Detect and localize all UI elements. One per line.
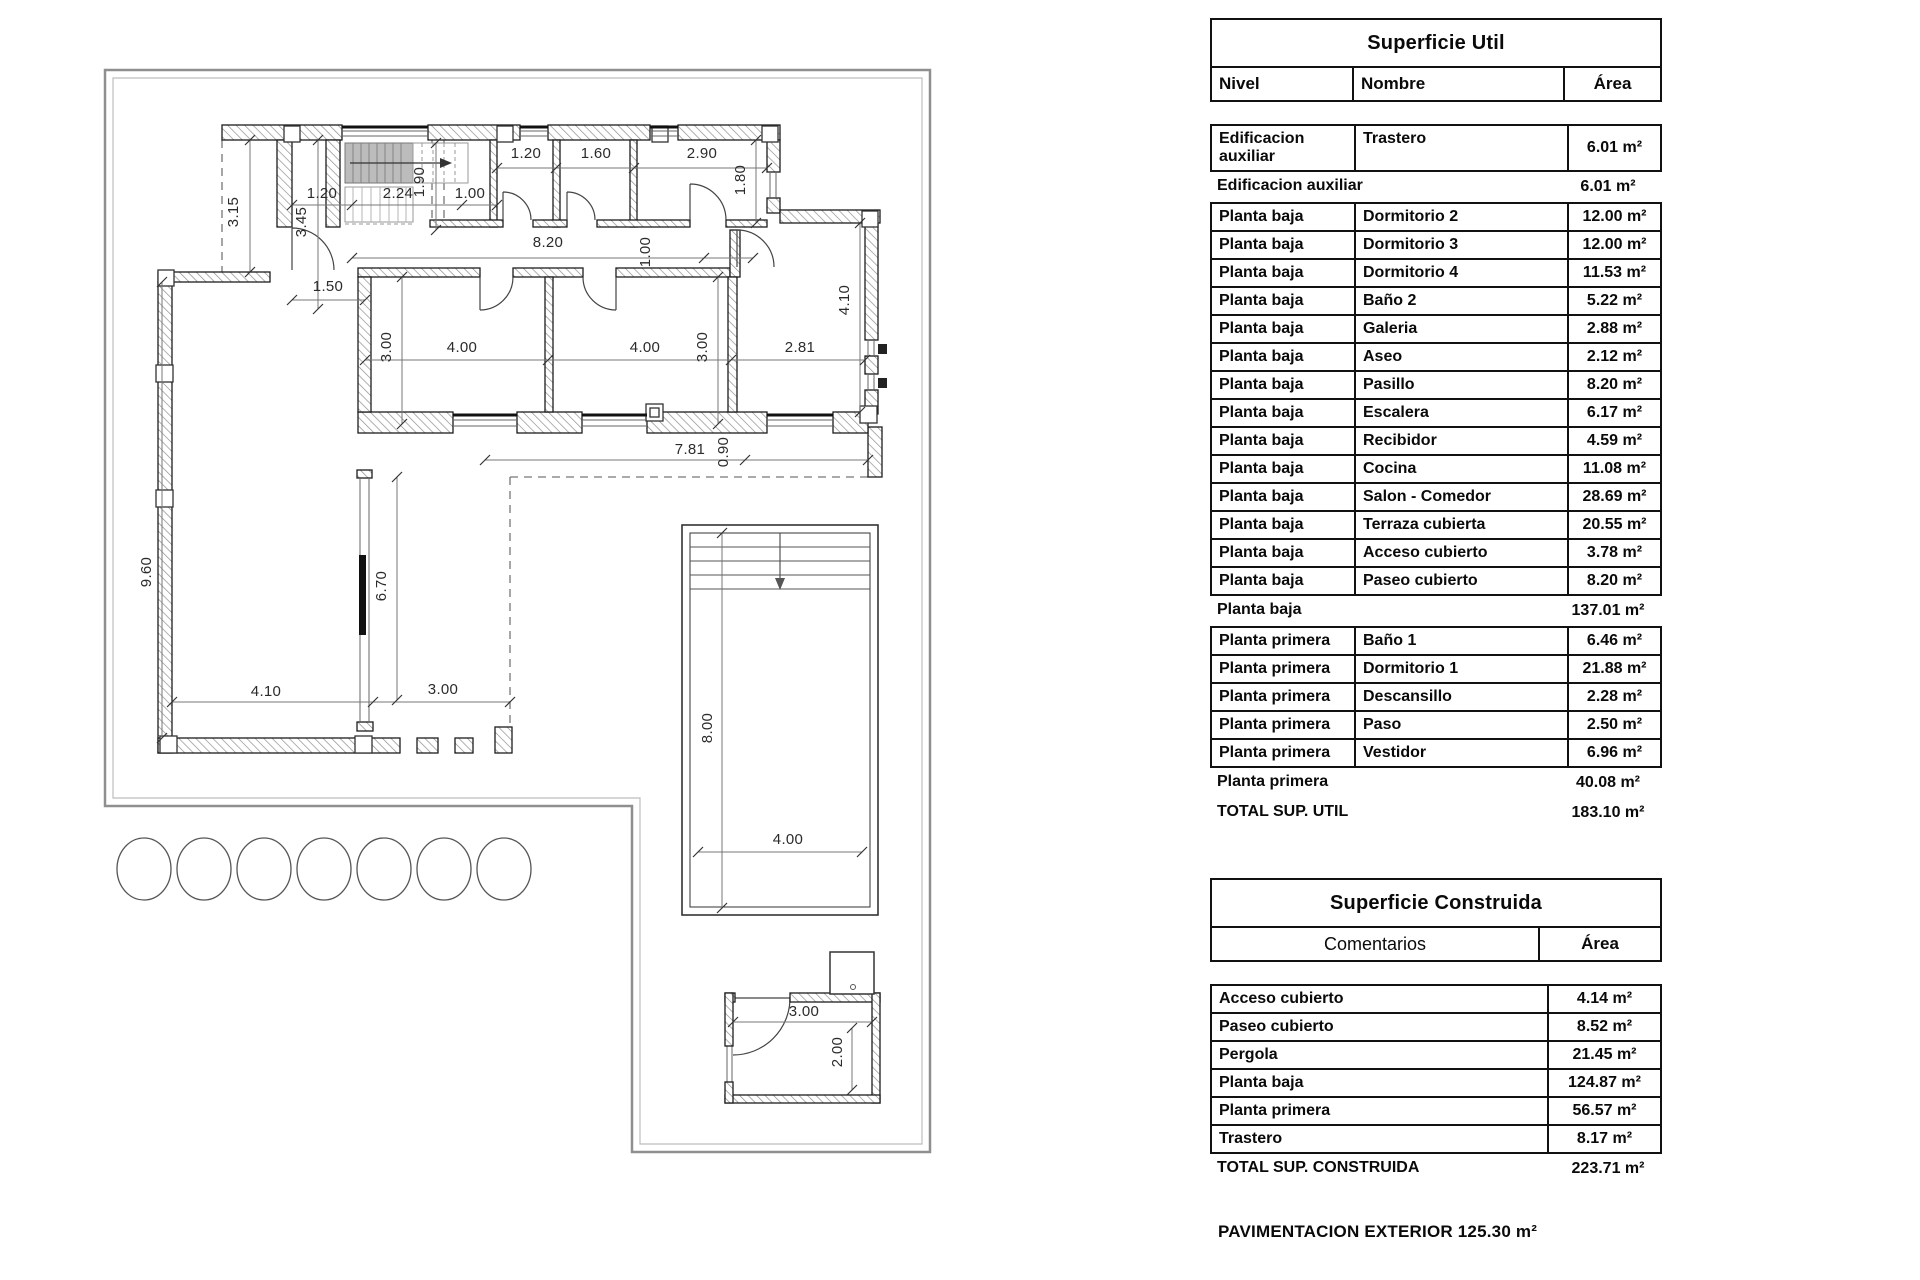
dimension-label: 1.00 — [637, 236, 654, 268]
dimension-label: 4.10 — [836, 284, 853, 316]
table-row: Pergola 21.45 m² — [1210, 1040, 1662, 1070]
table-row: Planta baja Escalera 6.17 m² — [1210, 398, 1662, 428]
table-row: Planta baja Aseo 2.12 m² — [1210, 342, 1662, 372]
subtotal-row: Planta baja 137.01 m² — [1217, 600, 1645, 619]
subtotal-row: Planta primera 40.08 m² — [1217, 772, 1641, 791]
table-row: Edificacion auxiliar Trastero 6.01 m² — [1210, 124, 1662, 172]
superficie-util-table — [1210, 18, 1662, 828]
dimension-label: 8.00 — [699, 712, 716, 744]
total-row: TOTAL SUP. UTIL 183.10 m² — [1217, 802, 1645, 821]
table-row: Planta baja Pasillo 8.20 m² — [1210, 370, 1662, 400]
dimension-label: 6.70 — [373, 570, 390, 602]
dimension-label: 1.00 — [454, 185, 486, 202]
superficie-util-title: Superficie Util — [1212, 20, 1660, 68]
dimension-label: 1.20 — [306, 185, 338, 202]
table-row: Planta primera Vestidor 6.96 m² — [1210, 738, 1662, 768]
total-row: TOTAL SUP. CONSTRUIDA 223.71 m² — [1217, 1159, 1645, 1178]
dimension-label: 2.24 — [382, 185, 414, 202]
dimension-label: 4.00 — [629, 339, 661, 356]
table-row: Planta baja Dormitorio 4 11.53 m² — [1210, 258, 1662, 288]
table-row: Planta baja Dormitorio 2 12.00 m² — [1210, 202, 1662, 232]
column-area: Área — [1593, 74, 1632, 93]
dimension-label: 3.00 — [694, 331, 711, 363]
column-nivel: Nivel — [1212, 68, 1354, 100]
table-row: Planta baja Salon - Comedor 28.69 m² — [1210, 482, 1662, 512]
table-row: Planta baja 124.87 m² — [1210, 1068, 1662, 1098]
superficie-construida-header — [1210, 878, 1662, 962]
dimension-label: 3.45 — [293, 206, 310, 238]
dimension-label: 1.60 — [580, 145, 612, 162]
table-row: Planta primera Baño 1 6.46 m² — [1210, 626, 1662, 656]
dimension-label: 3.00 — [788, 1003, 820, 1020]
table-row: Planta baja Paseo cubierto 8.20 m² — [1210, 566, 1662, 596]
table-row: Planta baja Baño 2 5.22 m² — [1210, 286, 1662, 316]
table-row: Planta baja Dormitorio 3 12.00 m² — [1210, 230, 1662, 260]
column-nombre: Nombre — [1354, 68, 1565, 100]
table-row: Planta primera Paso 2.50 m² — [1210, 710, 1662, 740]
dimension-label: 0.90 — [715, 436, 732, 468]
pavimentacion-note: PAVIMENTACION EXTERIOR 125.30 m² — [1218, 1222, 1538, 1241]
shutter-stubs — [878, 344, 887, 388]
superficie-construida-rows — [1210, 984, 1662, 1184]
dimension-label: 1.90 — [411, 166, 428, 198]
table-row: Planta primera Descansillo 2.28 m² — [1210, 682, 1662, 712]
dimension-label: 3.15 — [225, 196, 242, 228]
table-row: Planta primera Dormitorio 1 21.88 m² — [1210, 654, 1662, 684]
dimension-label: 2.00 — [829, 1036, 846, 1068]
table-row: Planta baja Terraza cubierta 20.55 m² — [1210, 510, 1662, 540]
dimension-label: 4.00 — [446, 339, 478, 356]
trees — [117, 838, 531, 900]
sliding-door — [359, 555, 366, 635]
superficie-construida-columns — [1212, 928, 1660, 960]
dimension-label: 9.60 — [138, 556, 155, 588]
dimension-label: 2.90 — [686, 145, 718, 162]
superficie-construida-table — [1210, 878, 1662, 1184]
column-comentarios: Comentarios — [1212, 928, 1540, 960]
subtotal-row: Edificacion auxiliar 6.01 m² — [1217, 176, 1636, 195]
dimension-label: 7.81 — [674, 441, 706, 458]
dimension-label: 3.00 — [427, 681, 459, 698]
table-row: Planta baja Recibidor 4.59 m² — [1210, 426, 1662, 456]
superficie-util-columns — [1212, 68, 1660, 100]
dimension-label: 1.50 — [312, 278, 344, 295]
table-row: Acceso cubierto 4.14 m² — [1210, 984, 1662, 1014]
table-row: Planta baja Acceso cubierto 3.78 m² — [1210, 538, 1662, 568]
dimension-label: 2.81 — [784, 339, 816, 356]
dimension-label: 4.00 — [772, 831, 804, 848]
table-row: Planta baja Galeria 2.88 m² — [1210, 314, 1662, 344]
outbuilding-annex — [830, 952, 874, 994]
dimension-label: 1.80 — [732, 164, 749, 196]
dimension-label: 8.20 — [532, 234, 564, 251]
dimension-label: 3.00 — [378, 331, 395, 363]
dimension-label: 1.20 — [510, 145, 542, 162]
outbuilding — [725, 952, 880, 1103]
table-row: Trastero 8.17 m² — [1210, 1124, 1662, 1154]
table-row: Planta baja Cocina 11.08 m² — [1210, 454, 1662, 484]
stairs — [345, 143, 468, 224]
table-row: Planta primera 56.57 m² — [1210, 1096, 1662, 1126]
superficie-util-rows — [1210, 124, 1662, 828]
superficie-construida-title: Superficie Construida — [1212, 880, 1660, 928]
column-area: Área — [1581, 934, 1619, 953]
superficie-util-header — [1210, 18, 1662, 102]
dimension-label: 4.10 — [250, 683, 282, 700]
table-row: Paseo cubierto 8.52 m² — [1210, 1012, 1662, 1042]
